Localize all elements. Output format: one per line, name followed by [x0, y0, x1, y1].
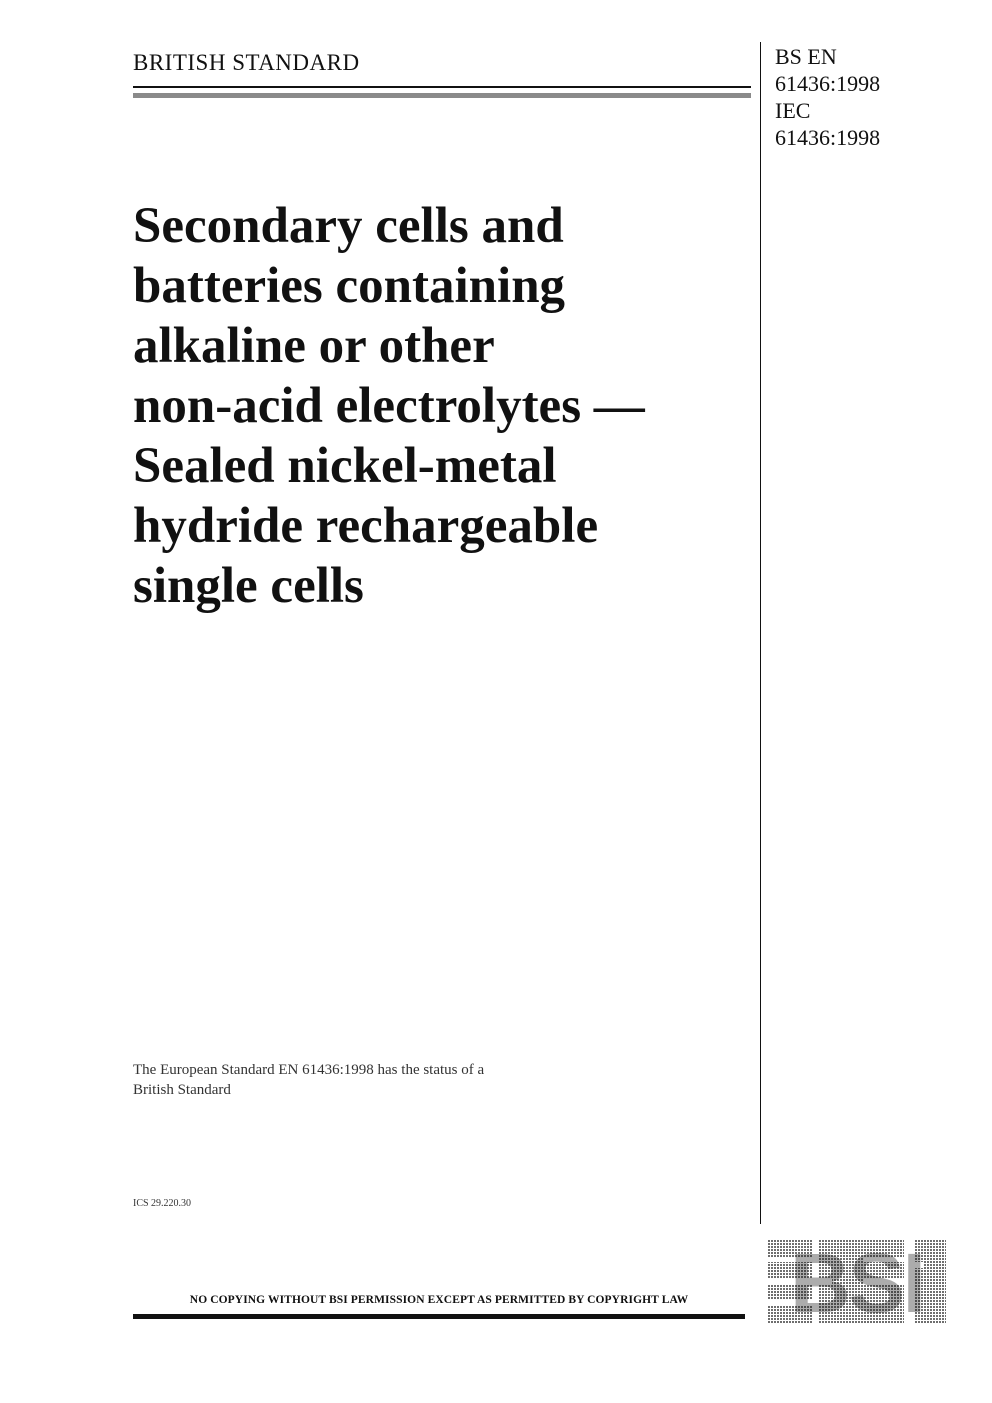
title-line: Sealed nickel-metal	[133, 438, 557, 494]
document-title	[133, 196, 753, 616]
title-line: non-acid electrolytes —	[133, 378, 645, 434]
bsi-logo	[768, 1240, 946, 1324]
column-divider	[760, 42, 761, 1224]
designation-line: BS EN	[775, 44, 837, 69]
designation-line: 61436:1998	[775, 125, 881, 150]
ics-code: ICS 29.220.30	[133, 1198, 192, 1209]
title-line: alkaline or other	[133, 318, 495, 374]
title-line: single cells	[133, 558, 364, 614]
status-statement	[133, 1060, 484, 1100]
status-line: British Standard	[133, 1082, 231, 1098]
title-line: Secondary cells and	[133, 198, 564, 254]
title-line: hydride rechargeable	[133, 498, 599, 554]
title-line: batteries containing	[133, 258, 566, 314]
status-line: The European Standard EN 61436:1998 has the status of a	[133, 1062, 485, 1078]
header-label: BRITISH STANDARD	[133, 50, 360, 75]
header-grey-rule	[133, 93, 751, 98]
bsi-logo-text: BSI	[789, 1240, 925, 1324]
footer-rule	[133, 1314, 745, 1319]
standard-designation	[775, 43, 880, 151]
header-rule	[133, 86, 751, 88]
copyright-notice: NO COPYING WITHOUT BSI PERMISSION EXCEPT AS PERMITTED BY COPYRIGHT LAW	[189, 1294, 689, 1306]
designation-line: IEC	[775, 98, 811, 123]
designation-line: 61436:1998	[775, 71, 881, 96]
